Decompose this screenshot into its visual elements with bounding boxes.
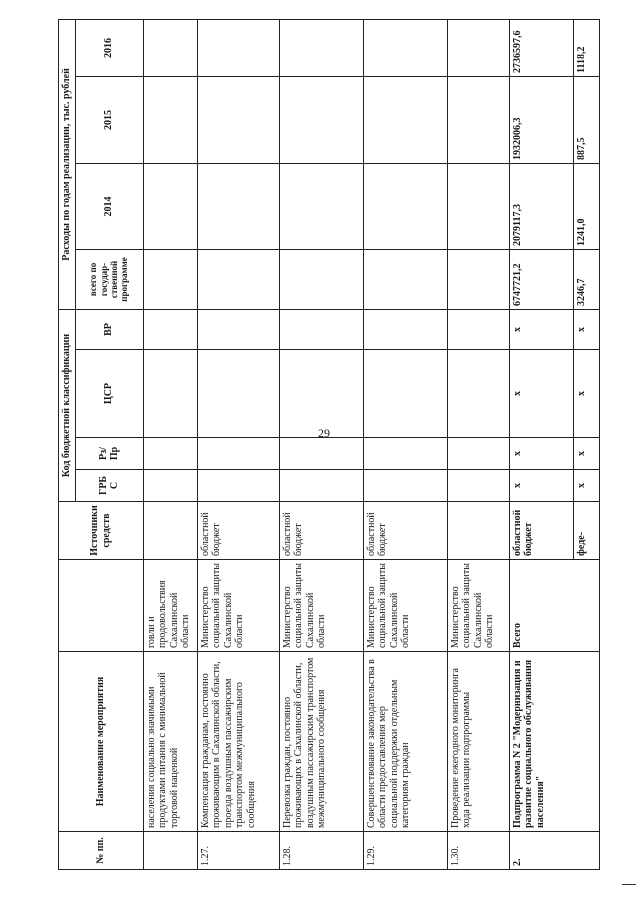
row-2015 — [197, 76, 279, 163]
row-total — [279, 249, 363, 309]
col-expenses-header: Расходы по годам реализации, тыс. рублей — [59, 19, 76, 309]
row-source — [143, 502, 197, 560]
row-source: областной бюджет — [363, 502, 447, 560]
row-rzpr — [197, 438, 279, 470]
row-vr — [279, 309, 363, 349]
col-num-header: № пп. — [59, 832, 144, 870]
row-2016 — [143, 19, 197, 76]
source-regional: областной бюджет — [509, 502, 573, 560]
row-rzpr — [143, 438, 197, 470]
row-executor: Министерство социальной защиты Сахалинской области — [363, 560, 447, 652]
col-vr-header: ВР — [75, 309, 143, 349]
rzpr-value: х — [573, 438, 599, 470]
row-executor: говли и продовольствия Сахалинской области — [143, 560, 197, 652]
row-csr — [197, 350, 279, 438]
csr-value: х — [573, 350, 599, 438]
col-2015-header: 2015 — [75, 76, 143, 163]
row-source: областной бюджет — [197, 502, 279, 560]
row-num: 1.27. — [197, 832, 279, 870]
row-source: областной бюджет — [279, 502, 363, 560]
row-name: Совершенствование законодательства в области предоставления мер социальной поддержки отдельным категориям граждан — [363, 652, 447, 832]
row-2014 — [197, 163, 279, 249]
grbs-value: х — [573, 470, 599, 502]
row-2014 — [143, 163, 197, 249]
row-vr — [197, 309, 279, 349]
value-2016: 1118,2 — [573, 19, 599, 76]
row-total — [363, 249, 447, 309]
value-2015: 1932006,3 — [509, 76, 573, 163]
row-name: Перевозка граждан, постоянно проживающих в Сахалинской области, воздушным пассажирским транспортом межмуниципального сообщения — [279, 652, 363, 832]
vr-value: х — [573, 309, 599, 349]
col-budget-code-header: Код бюджетной классификации — [59, 309, 76, 501]
expense-table — [58, 19, 600, 870]
row-2016 — [447, 19, 509, 76]
row-num: 1.28. — [279, 832, 363, 870]
col-source-header: Источники средств — [59, 502, 144, 560]
col-rzpr-header: Рз/ Пр — [75, 438, 143, 470]
col-grbs-header: ГРБ С — [75, 470, 143, 502]
table-row — [197, 19, 279, 869]
row-total — [143, 249, 197, 309]
table-row — [447, 19, 509, 869]
row-2016 — [363, 19, 447, 76]
total-value: 6747721,2 — [509, 249, 573, 309]
subprogram-name: Подпрограмма N 2 "Модернизация и развитие социального обслуживания населения" — [509, 652, 599, 832]
row-grbs — [363, 470, 447, 502]
row-2014 — [447, 163, 509, 249]
row-2016 — [279, 19, 363, 76]
value-2015: 887,5 — [573, 76, 599, 163]
row-num — [143, 832, 197, 870]
row-rzpr — [363, 438, 447, 470]
row-name: населения социально значимыми продуктами питания с минимальной торговой наценкой — [143, 652, 197, 832]
row-csr — [363, 350, 447, 438]
row-rzpr — [447, 438, 509, 470]
source-federal: феде- — [573, 502, 599, 560]
value-2014: 1241,0 — [573, 163, 599, 249]
row-source — [447, 502, 509, 560]
row-vr — [447, 309, 509, 349]
row-name: Компенсация гражданам, постоянно проживающим в Сахалинской области, проезда воздушным пассажирским транспортом межмуниципального сообщения — [197, 652, 279, 832]
vr-value: х — [509, 309, 573, 349]
col-total-header: всего по государ- ственной программе — [75, 249, 143, 309]
csr-value: х — [509, 350, 573, 438]
table-row — [363, 19, 447, 869]
row-vr — [143, 309, 197, 349]
col-csr-header: ЦСР — [75, 350, 143, 438]
row-rzpr — [279, 438, 363, 470]
col-2014-header: 2014 — [75, 163, 143, 249]
rzpr-value: х — [509, 438, 573, 470]
row-name: Проведение ежегодного мониторинга хода реализации подпрограммы — [447, 652, 509, 832]
col-executor-header — [59, 560, 144, 652]
row-total — [447, 249, 509, 309]
row-2014 — [363, 163, 447, 249]
header-row-1 — [59, 19, 76, 869]
row-num: 1.30. — [447, 832, 509, 870]
row-executor: Министерство социальной защиты Сахалинской области — [197, 560, 279, 652]
value-2014: 2079117,3 — [509, 163, 573, 249]
row-2015 — [447, 76, 509, 163]
page-number: 29 — [318, 426, 330, 440]
row-2015 — [143, 76, 197, 163]
table-row — [143, 19, 197, 869]
col-2016-header: 2016 — [75, 19, 143, 76]
row-grbs — [279, 470, 363, 502]
row-executor: Министерство социальной защиты Сахалинской области — [447, 560, 509, 652]
col-name-header: Наименование мероприятия — [59, 652, 144, 832]
subprogram-num: 2. — [509, 832, 599, 870]
subprogram-row — [509, 19, 573, 869]
value-2016: 2736597,6 — [509, 19, 573, 76]
row-2014 — [279, 163, 363, 249]
row-grbs — [197, 470, 279, 502]
row-csr — [447, 350, 509, 438]
row-grbs — [447, 470, 509, 502]
row-csr — [143, 350, 197, 438]
row-total — [197, 249, 279, 309]
row-executor: Министерство социальной защиты Сахалинской области — [279, 560, 363, 652]
grbs-value: х — [509, 470, 573, 502]
table-row — [279, 19, 363, 869]
row-2015 — [279, 76, 363, 163]
row-2015 — [363, 76, 447, 163]
row-csr — [279, 350, 363, 438]
row-num: 1.29. — [363, 832, 447, 870]
row-grbs — [143, 470, 197, 502]
row-vr — [363, 309, 447, 349]
row-2016 — [197, 19, 279, 76]
subprogram-total-label: Всего — [509, 560, 599, 652]
total-value: 3246,7 — [573, 249, 599, 309]
